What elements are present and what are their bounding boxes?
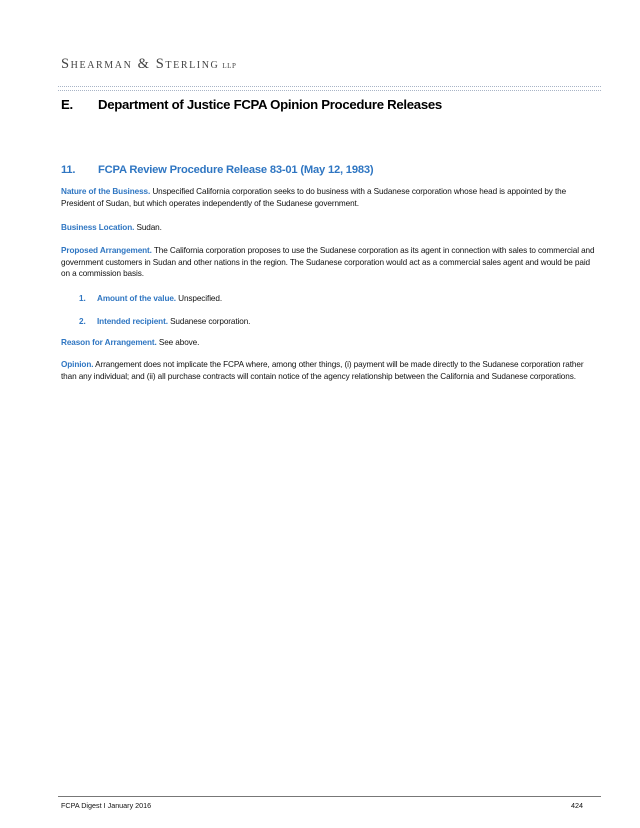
firm-name: Shearman & Sterling [61, 56, 220, 72]
list-item-number: 2. [79, 317, 86, 326]
nature-of-business-paragraph [61, 186, 596, 209]
list-item [79, 316, 250, 328]
location-label: Business Location. [61, 223, 135, 232]
arrangement-label: Proposed Arrangement. [61, 246, 152, 255]
subsection-heading [61, 164, 373, 176]
list-item-text: Sudanese corporation. [167, 317, 251, 326]
arrangement-text: The California corporation proposes to use the Sudanese corporation as its agent in connection with sales to commercial and government customers in Sudan and other nations in the region. The Sudanese corporation would act as a commercial sales agent and would be paid on a commission basis. [61, 246, 595, 279]
reason-label: Reason for Arrangement. [61, 338, 157, 347]
reason-paragraph [61, 337, 596, 349]
list-item-label: Intended recipient. [97, 317, 168, 326]
section-heading [61, 97, 442, 112]
nature-text: Unspecified California corporation seeks to do business with a Sudanese corporation whose head is appointed by the President of Sudan, but which operates independently of the Sudanese government. [61, 187, 567, 208]
opinion-label: Opinion. [61, 360, 94, 369]
list-item [79, 293, 222, 305]
list-item-number: 1. [79, 294, 86, 303]
footer-divider [58, 796, 601, 797]
subsection-title: FCPA Review Procedure Release 83-01 (May 12, 1983) [98, 164, 374, 176]
page-number: 424 [571, 801, 583, 810]
firm-suffix: LLP [222, 62, 237, 70]
list-item-label: Amount of the value. [97, 294, 176, 303]
business-location-paragraph [61, 222, 596, 234]
proposed-arrangement-paragraph [61, 245, 596, 280]
location-text: Sudan. [134, 223, 162, 232]
list-item-text: Unspecified. [175, 294, 222, 303]
header-divider [58, 86, 601, 91]
section-title: Department of Justice FCPA Opinion Procedure Releases [98, 97, 442, 112]
reason-text: See above. [156, 338, 200, 347]
section-number: E. [61, 97, 73, 112]
footer-publication: FCPA Digest I January 2016 [61, 801, 152, 810]
firm-logo [61, 56, 236, 73]
opinion-text: Arrangement does not implicate the FCPA where, among other things, (i) payment will be made directly to the Sudanese corporation rather than any individual; and (ii) all purchase contracts will contain notice of the agency relationship between the California and Sudanese corporations. [61, 360, 584, 381]
subsection-number: 11. [61, 164, 76, 176]
opinion-paragraph [61, 359, 596, 382]
nature-label: Nature of the Business. [61, 187, 151, 196]
